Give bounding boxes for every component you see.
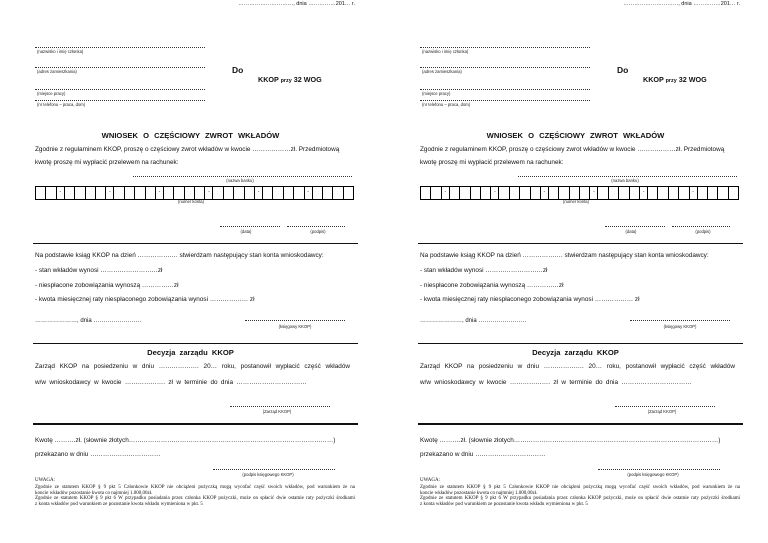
member-name-label: (nazwisko i imię członka) [37, 49, 84, 54]
note-1-line-1: Zgodnie ze statutem KKOP § 9 pkt 5 Członkowie KKOP nie obciążeni pożyczką mogą wycofać część swoich wkładów, pod warunkiem że na [420, 485, 740, 490]
applicant-signature-line [287, 226, 345, 227]
account-separator: - [304, 187, 312, 199]
payout-line-1: Kwotę ……….zł. (słownie złotych……………………………………………………………………………………) [35, 437, 336, 444]
recipient-unit: 32 WOG [678, 75, 707, 84]
account-digit-box [629, 187, 639, 199]
member-phone-label: (nr telefonu – praca, dom) [422, 102, 471, 107]
accounting-item-installment: - kwota miesięcznej raty niespłaconego zobowiązania wynosi ……………… zł [35, 296, 255, 303]
section-divider [33, 343, 358, 344]
account-digit-box [597, 187, 607, 199]
account-digit-box [223, 187, 233, 199]
account-separator: - [56, 187, 64, 199]
section-divider [418, 343, 743, 344]
form-title: WNIOSEK O CZĘŚCIOWY ZWROT WKŁADÓW [486, 131, 665, 140]
note-2-line-1: Zgodnie ze statutem KKOP § 9 pkt 6 W przypadku posiadania przez członka KKOP pożyczki, może on spłacić dwie ostatnie raty pożyczki środkami [35, 496, 355, 502]
account-digit-box [707, 187, 717, 199]
decision-line-1: Zarząd KKOP na posiedzeniu w dniu ………………. 20… roku, postanowił wypłacić część wkładów [35, 363, 350, 370]
account-separator: - [254, 187, 262, 199]
accountant-signature-label: (księgowy KKOP) [663, 324, 697, 329]
account-digit-box [608, 187, 618, 199]
section-divider [418, 423, 743, 425]
recipient-org: KKOP [643, 75, 664, 84]
account-number-label: (numer konta) [177, 199, 205, 204]
accounting-place-date: …………………, dnia …………………… [420, 318, 527, 324]
note-2-line-2: z konta wkładów pod warunkiem ze pozostanie kwota wkładu wymieniona w pkt. 5 [35, 501, 203, 507]
request-line-2: kwotę proszę mi wypłacić przelewem na rachunek: [35, 159, 179, 166]
account-digit-box [194, 187, 204, 199]
account-digit-box [579, 187, 589, 199]
account-digit-box [95, 187, 105, 199]
recipient-connector: przy [665, 78, 677, 84]
account-digit-box [558, 187, 568, 199]
account-digit-box [717, 187, 727, 199]
account-digit-box [332, 187, 342, 199]
account-digit-box [519, 187, 529, 199]
place-date-line: …………………………, dnia ……………201… r. [238, 1, 355, 7]
recipient-name [258, 76, 322, 84]
account-digit-box [498, 187, 508, 199]
payout-signature-label: (podpis księgowego KKOP) [627, 472, 679, 477]
section-divider [418, 243, 743, 244]
payout-signature-label: (podpis księgowego KKOP) [242, 472, 294, 477]
decision-line-2: w/w wnioskodawcy w kwocie ………………. zł w terminie do dnia …………………………… [420, 379, 692, 386]
request-line-2: kwotę proszę mi wypłacić przelewem na rachunek: [420, 159, 564, 166]
account-digit-box [312, 187, 322, 199]
account-digit-box [459, 187, 469, 199]
recipient-to: Do [617, 65, 629, 75]
notes-heading: UWAGA: [35, 478, 55, 483]
account-digit-box [173, 187, 183, 199]
account-number-boxes [35, 186, 354, 200]
account-separator: - [105, 187, 113, 199]
account-digit-box [124, 187, 134, 199]
request-line-1: Zgodnie z regulaminem KKOP, proszę o częściowy zwrot wkładów w kwocie ………………zł. Przedmiotową [420, 146, 725, 153]
account-digit-box [647, 187, 657, 199]
notes [35, 485, 355, 507]
applicant-signature-label: (podpis) [695, 229, 711, 234]
decision-line-1: Zarząd KKOP na posiedzeniu w dniu ………………. 20… roku, postanowił wypłacić część wkładów [420, 363, 735, 370]
payout-line-2: przekazano w dniu …………………………… [420, 451, 546, 458]
account-digit-box [657, 187, 667, 199]
applicant-signature-line [672, 226, 730, 227]
note-2-line-1: Zgodnie ze statutem KKOP § 9 pkt 6 W przypadku posiadania przez członka KKOP pożyczki, może on spłacić dwie ostatnie raty pożyczki środkami [420, 496, 740, 502]
account-digit-box [35, 187, 45, 199]
member-address-line [35, 67, 205, 68]
applicant-date-line [605, 226, 665, 227]
request-line-1: Zgodnie z regulaminem KKOP, proszę o częściowy zwrot wkładów w kwocie ………………zł. Przedmiotową [35, 146, 340, 153]
accountant-signature-line [630, 320, 730, 321]
account-digit-box [74, 187, 84, 199]
account-separator: - [490, 187, 498, 199]
accounting-item-liabilities: - niespłacone zobowiązania wynoszą ……………zł [420, 282, 564, 289]
recipient-unit: 32 WOG [293, 75, 322, 84]
account-digit-box [85, 187, 95, 199]
account-digit-box [283, 187, 293, 199]
accountant-signature-line [245, 320, 345, 321]
account-digit-box [272, 187, 282, 199]
bank-name-line [133, 176, 352, 177]
account-digit-box [728, 187, 738, 199]
account-digit-box [480, 187, 490, 199]
accounting-item-deposits: - stan wkładów wynosi ………………………zł [420, 267, 548, 274]
accounting-place-date: …………………, dnia …………………… [35, 318, 142, 324]
section-divider [33, 423, 358, 425]
member-phone-line [420, 100, 590, 101]
account-digit-box [322, 187, 332, 199]
recipient-to: Do [232, 65, 244, 75]
applicant-date-label: (data) [625, 229, 637, 234]
account-separator: - [540, 187, 548, 199]
bank-name-label: (nazwa banku) [226, 178, 254, 183]
account-digit-box [244, 187, 254, 199]
accounting-item-deposits: - stan wkładów wynosi ………………………zł [35, 267, 163, 274]
member-workplace-line [420, 89, 590, 90]
decision-title: Decyzja zarządu KKOP [147, 348, 234, 357]
recipient-connector: przy [280, 78, 292, 84]
account-digit-box [145, 187, 155, 199]
account-digit-box [163, 187, 173, 199]
account-digit-box [262, 187, 272, 199]
account-digit-box [430, 187, 440, 199]
account-digit-box [184, 187, 194, 199]
account-digit-box [449, 187, 459, 199]
member-name-line [35, 47, 205, 48]
account-digit-box [64, 187, 74, 199]
form-copy-right [385, 0, 768, 543]
note-1-line-2: koncie wkładów pozostanie kwota co najmniej 1.000,00zł. [420, 490, 538, 496]
account-digit-box [530, 187, 540, 199]
account-digit-box [470, 187, 480, 199]
board-signature-line [230, 406, 330, 407]
board-signature-line [615, 406, 715, 407]
member-address-line [420, 67, 590, 68]
member-name-label: (nazwisko i imię członka) [422, 49, 469, 54]
applicant-date-line [220, 226, 280, 227]
account-digit-box [134, 187, 144, 199]
account-digit-box [343, 187, 353, 199]
account-digit-box [697, 187, 707, 199]
account-digit-box [113, 187, 123, 199]
member-workplace-label: (miejsce pracy) [422, 91, 451, 96]
account-digit-box [293, 187, 303, 199]
notes [420, 485, 740, 507]
payout-signature-line [213, 469, 335, 470]
account-digit-box [509, 187, 519, 199]
accounting-item-installment: - kwota miesięcznej raty niespłaconego zobowiązania wynosi ……………… zł [420, 296, 640, 303]
payout-signature-line [598, 469, 720, 470]
account-digit-box [420, 187, 430, 199]
account-separator: - [589, 187, 597, 199]
account-number-boxes [420, 186, 739, 200]
bank-name-label: (nazwa banku) [611, 178, 639, 183]
account-separator: - [639, 187, 647, 199]
recipient-org: KKOP [258, 75, 279, 84]
note-1-line-1: Zgodnie ze statutem KKOP § 9 pkt 5 Członkowie KKOP nie obciążeni pożyczką mogą wycofać część swoich wkładów, pod warunkiem że na [35, 485, 355, 490]
payout-line-1: Kwotę ……….zł. (słownie złotych……………………………………………………………………………………) [420, 437, 721, 444]
bank-name-line [518, 176, 737, 177]
account-separator: - [204, 187, 212, 199]
applicant-date-label: (data) [240, 229, 252, 234]
section-divider [33, 243, 358, 244]
account-digit-box [668, 187, 678, 199]
member-address-label: (adres zamieszkania) [37, 69, 77, 74]
accountant-signature-label: (księgowy KKOP) [278, 324, 312, 329]
note-2-line-2: z konta wkładów pod warunkiem ze pozostanie kwota wkładu wymieniona w pkt. 5 [420, 501, 588, 507]
applicant-signature-label: (podpis) [310, 229, 326, 234]
account-digit-box [678, 187, 688, 199]
recipient-name [643, 76, 707, 84]
account-separator: - [689, 187, 697, 199]
account-digit-box [548, 187, 558, 199]
notes-heading: UWAGA: [420, 478, 440, 483]
member-phone-label: (nr telefonu – praca, dom) [37, 102, 86, 107]
member-workplace-line [35, 89, 205, 90]
account-digit-box [45, 187, 55, 199]
form-copy-left [0, 0, 383, 543]
account-number-label: (numer konta) [562, 199, 590, 204]
accounting-item-liabilities: - niespłacone zobowiązania wynoszą ……………zł [35, 282, 179, 289]
member-workplace-label: (miejsce pracy) [37, 91, 66, 96]
place-date-line: …………………………, dnia ……………201… r. [623, 1, 740, 7]
accounting-intro: Na podstawie ksiąg KKOP na dzień ………………. stwierdzam następujący stan konta wnioskodawcy: [420, 252, 709, 259]
note-1-line-2: koncie wkładów pozostanie kwota co najmniej 1.000,00zł. [35, 490, 153, 496]
account-digit-box [212, 187, 222, 199]
member-phone-line [35, 100, 205, 101]
account-separator: - [155, 187, 163, 199]
decision-title: Decyzja zarządu KKOP [532, 348, 619, 357]
form-title: WNIOSEK O CZĘŚCIOWY ZWROT WKŁADÓW [101, 131, 280, 140]
member-name-line [420, 47, 590, 48]
member-address-label: (adres zamieszkania) [422, 69, 462, 74]
account-separator: - [441, 187, 449, 199]
board-signature-label: (Zarząd KKOP) [647, 409, 677, 414]
decision-line-2: w/w wnioskodawcy w kwocie ………………. zł w terminie do dnia …………………………… [35, 379, 307, 386]
board-signature-label: (Zarząd KKOP) [262, 409, 292, 414]
account-digit-box [233, 187, 243, 199]
account-digit-box [618, 187, 628, 199]
accounting-intro: Na podstawie ksiąg KKOP na dzień ………………. stwierdzam następujący stan konta wnioskodawcy: [35, 252, 324, 259]
account-digit-box [569, 187, 579, 199]
payout-line-2: przekazano w dniu …………………………… [35, 451, 161, 458]
